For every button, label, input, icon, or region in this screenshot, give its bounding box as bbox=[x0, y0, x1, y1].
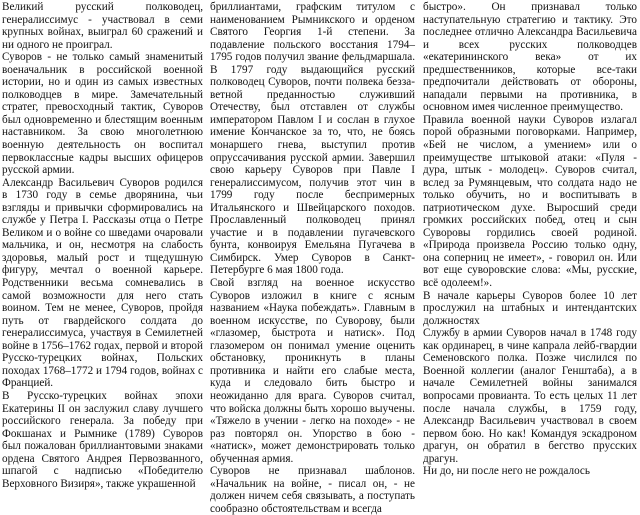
paragraph: В начале карьеры Суворов более 10 лет прослужил на штабных и интендантских должностях bbox=[423, 289, 637, 327]
paragraph: быстро». Он признавал только наступательную стратегию и тактику. Это последнее отлично Александра Васильевича и всех русских полководцев «екатерининского века» от их предшественников, которые все-таки предпочитали действовать от обороны, нападали первыми на противника, в основном имея численное преимущество. bbox=[423, 1, 637, 114]
paragraph: Ни до, ни после него не рождалось bbox=[423, 465, 591, 478]
paragraph: Правила военной науки Суворов излагал порой образными поговорками. Например, «Бей не числом, а умением» или о преимуществе штыковой атаки: «Пуля - дура, штык - молодец». Суворов считал, вслед за Румянцевым, что солдата надо не только обучить, но и воспитывать в патриотическом духе. Выросший среди громких российских побед, отец и сын Суворовы гордились своей родиной. «Природа произвела Россию только одну, она соперниц не имеет», - говорил он. Или вот еще суворовские слова: «Мы, русские, всё одолеем!». bbox=[423, 113, 637, 290]
paragraph: Свой взгляд на военное искусство Суворов изложил в книге с ясным названием «Наука побеждать». Главным в военном искусстве, по Суворову, были «глазомер, быстрота и натиск». Под глазомером он понимал умение оценить обстановку, проникнуть в планы противника и найти его слабые места, куда и следовало бить быстро и неожиданно для врага. Суворов считал, что войска должны быть хорошо выучены. «Тяжело в учении - легко на походе» - не раз повторял он. Упорство в бою - «натиск», может демонстрировать только обученная армия. bbox=[210, 277, 415, 465]
paragraph: бриллиантами, графским титулом с наименованием Рымникского и орденом Святого Георгия 1-й степени. За подавление польского восстания 1794–1795 годов получил звание фельдмаршала. В 1797 году выдающийся русский полководец Суворов, почти полвека беззаветной преданностью служивший Отечеству, был отставлен от службы императором Павлом I и сослан в глухое имение Кончанское за то, что, не боясь монаршего гнева, выступил против опруссачивания русской армии. Завершил свою карьеру Суворов при Павле I генералиссимусом, получив этот чин в 1799 году после беспримерных Итальянского и Швейцарского походов. Прославленный полководец принял участие и в подавлении пугачевского бунта, конвоируя Емельяна Пугачева в Симбирск. Умер Суворов в Санкт-Петербурге 6 мая 1800 года. bbox=[210, 1, 415, 277]
paragraph: Службу в армии Суворов начал в 1748 году как ординарец, в чине капрала лейб-гвардии Семеновского полка. Позже числился по Военной коллегии (аналог Генштаба), а в начале Семилетней войны занимался вопросами провианта. То есть целых 11 лет после начала службы, в 1759 году, Александр Васильевич участвовал в своем первом бою. Но как! Командуя эскадроном драгун, он обратил в бегство прусских драгун. bbox=[423, 327, 637, 465]
text-column-1 bbox=[2, 1, 203, 490]
paragraph: В Русско-турецких войнах эпохи Екатерины II он заслужил славу лучшего российского генерала. За победу при Фокшанах и Рымнике (1789) Суворов был пожалован бриллиантовыми знаками ордена Святого Андрея Первозванного, шпагой с надписью «Победителю Верховного Визиря», также украшенной bbox=[2, 389, 203, 490]
paragraph: Суворов не признавал шаблонов. «Начальник на войне, - писал он, - не должен ничем себя связывать, а поступать сообразно обстоятельствам и всегда bbox=[210, 465, 415, 515]
paragraph: Суворов - не только самый знаменитый военачальник в российской военной истории, но и один из самых известных полководцев в мире. Замечательный стратег, превосходный тактик, Суворов был одновременно и блестящим военным наставником. За свою многолетнюю военную деятельность он воспитал первоклассные кадры высших офицеров русской армии. bbox=[2, 51, 203, 177]
paragraph: Александр Васильевич Суворов родился в 1730 году в семье дворянина, чьи взгляды и привычки сформировались на службе у Петра I. Рассказы отца о Петре Великом и о войне со шведами очаровали мальчика, и он, несмотря на слабость здоровья, малый рост и тщедушную фигуру, мечтал о военной карьере. Родственники весьма сомневались в самой возможности для него стать воином. Тем не менее, Суворов, пройдя путь от гвардейского солдата до генералиссимуса, участвуя в Семилетней войне в 1756–1762 годах, первой и второй Русско-турецких войнах, Польских походах 1768–1772 и 1794 годов, войнах с Францией. bbox=[2, 176, 203, 390]
paragraph: Великий русский полководец, генералиссимус - участвовал в семи крупных войнах, выиграл 60 сражений и ни одного не проиграл. bbox=[2, 1, 203, 51]
text-column-2 bbox=[210, 1, 415, 515]
text-column-3 bbox=[423, 1, 637, 478]
